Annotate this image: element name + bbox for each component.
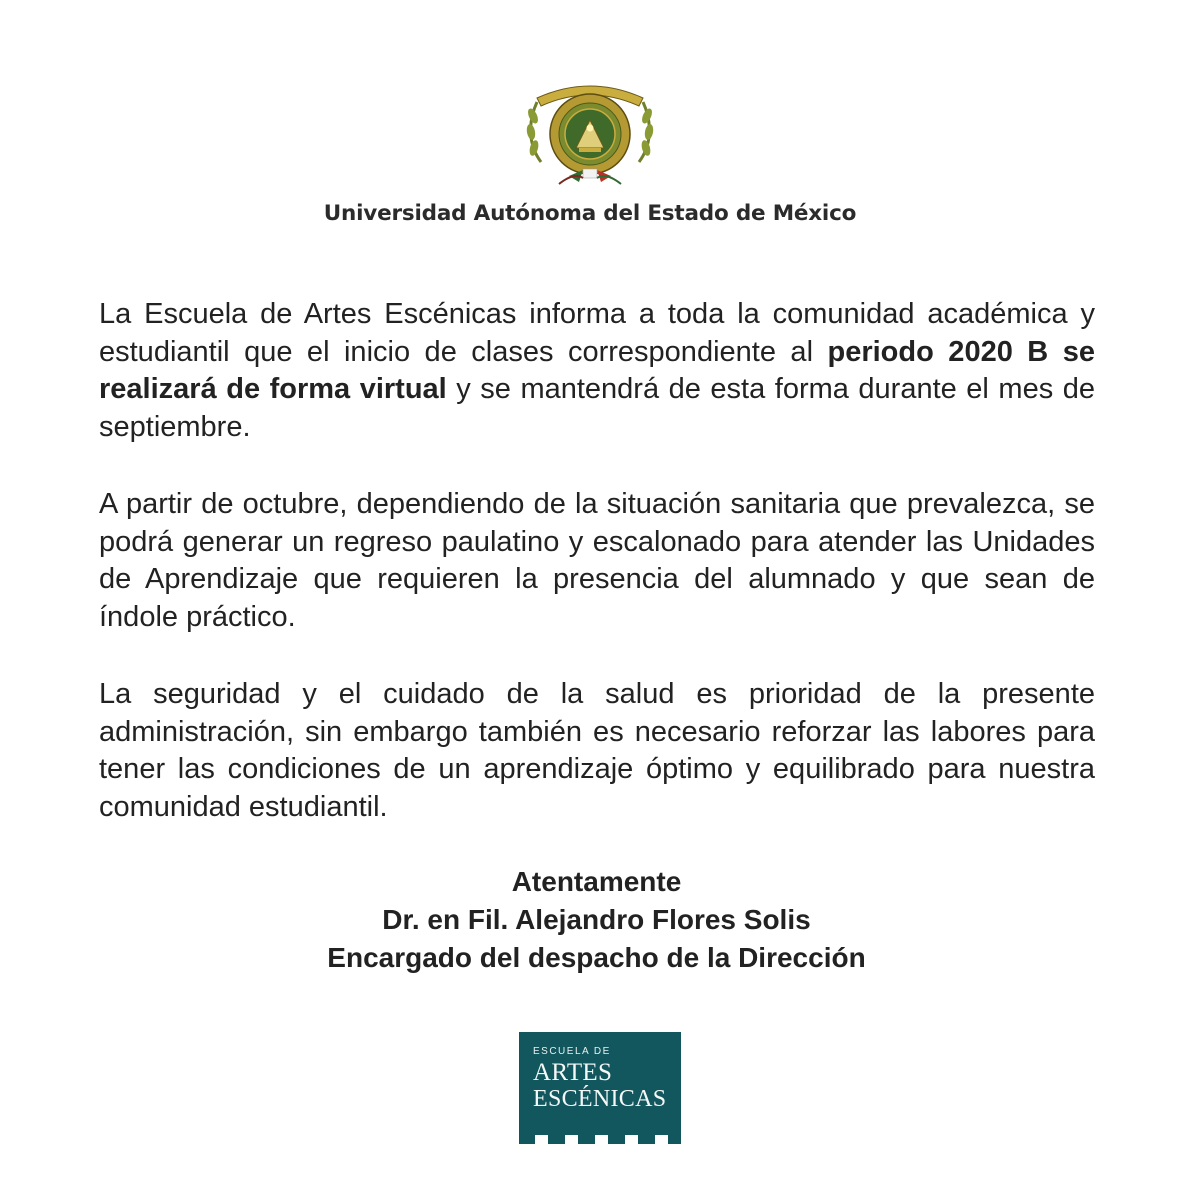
- notice-paragraph-2: A partir de octubre, dependiendo de la situación sanitaria que prevalezca, se podrá generar un regreso paulatino y escalonado para atender las Unidades de Aprendizaje que requieren la presencia del alumnado y que sean de índole práctico.: [99, 488, 1095, 633]
- notice-paragraph-1-intro: La Escuela de Artes Escénicas informa a toda la comunidad académica y estudiantil que el inicio de clases correspondiente al: [99, 298, 1095, 368]
- signature-name: Dr. en Fil. Alejandro Flores Solis: [382, 904, 811, 935]
- school-logo-small-text: ESCUELA DE: [533, 1046, 611, 1057]
- logo-notch: [535, 1135, 548, 1144]
- school-logo-line-1: ARTES: [533, 1059, 613, 1086]
- logo-notch: [595, 1135, 608, 1144]
- notice-paragraph-1-end: y se mantendrá de esta forma durante el mes de septiembre.: [99, 373, 1095, 443]
- signature-position: Encargado del despacho de la Dirección: [327, 942, 866, 973]
- university-name: Universidad Autónoma del Estado de México: [323, 201, 857, 226]
- logo-notch: [625, 1135, 638, 1144]
- school-logo-line-2: ESCÉNICAS: [533, 1086, 667, 1112]
- university-seal-icon: [519, 76, 661, 194]
- logo-notch: [565, 1135, 578, 1144]
- logo-notch: [655, 1135, 668, 1144]
- signature-closing: Atentamente: [511, 866, 682, 897]
- school-logo: [519, 1032, 681, 1144]
- notice-paragraph-1: [99, 296, 1095, 446]
- notice-paragraph-1-highlight: periodo 2020 B se realizará de forma virtual: [99, 335, 1095, 405]
- notice-paragraph-3: La seguridad y el cuidado de la salud es prioridad de la presente administración, sin embargo también es necesario reforzar las labores para tener las condiciones de un aprendizaje óptimo y equilibrado para nuestra comunidad estudiantil.: [99, 678, 1095, 823]
